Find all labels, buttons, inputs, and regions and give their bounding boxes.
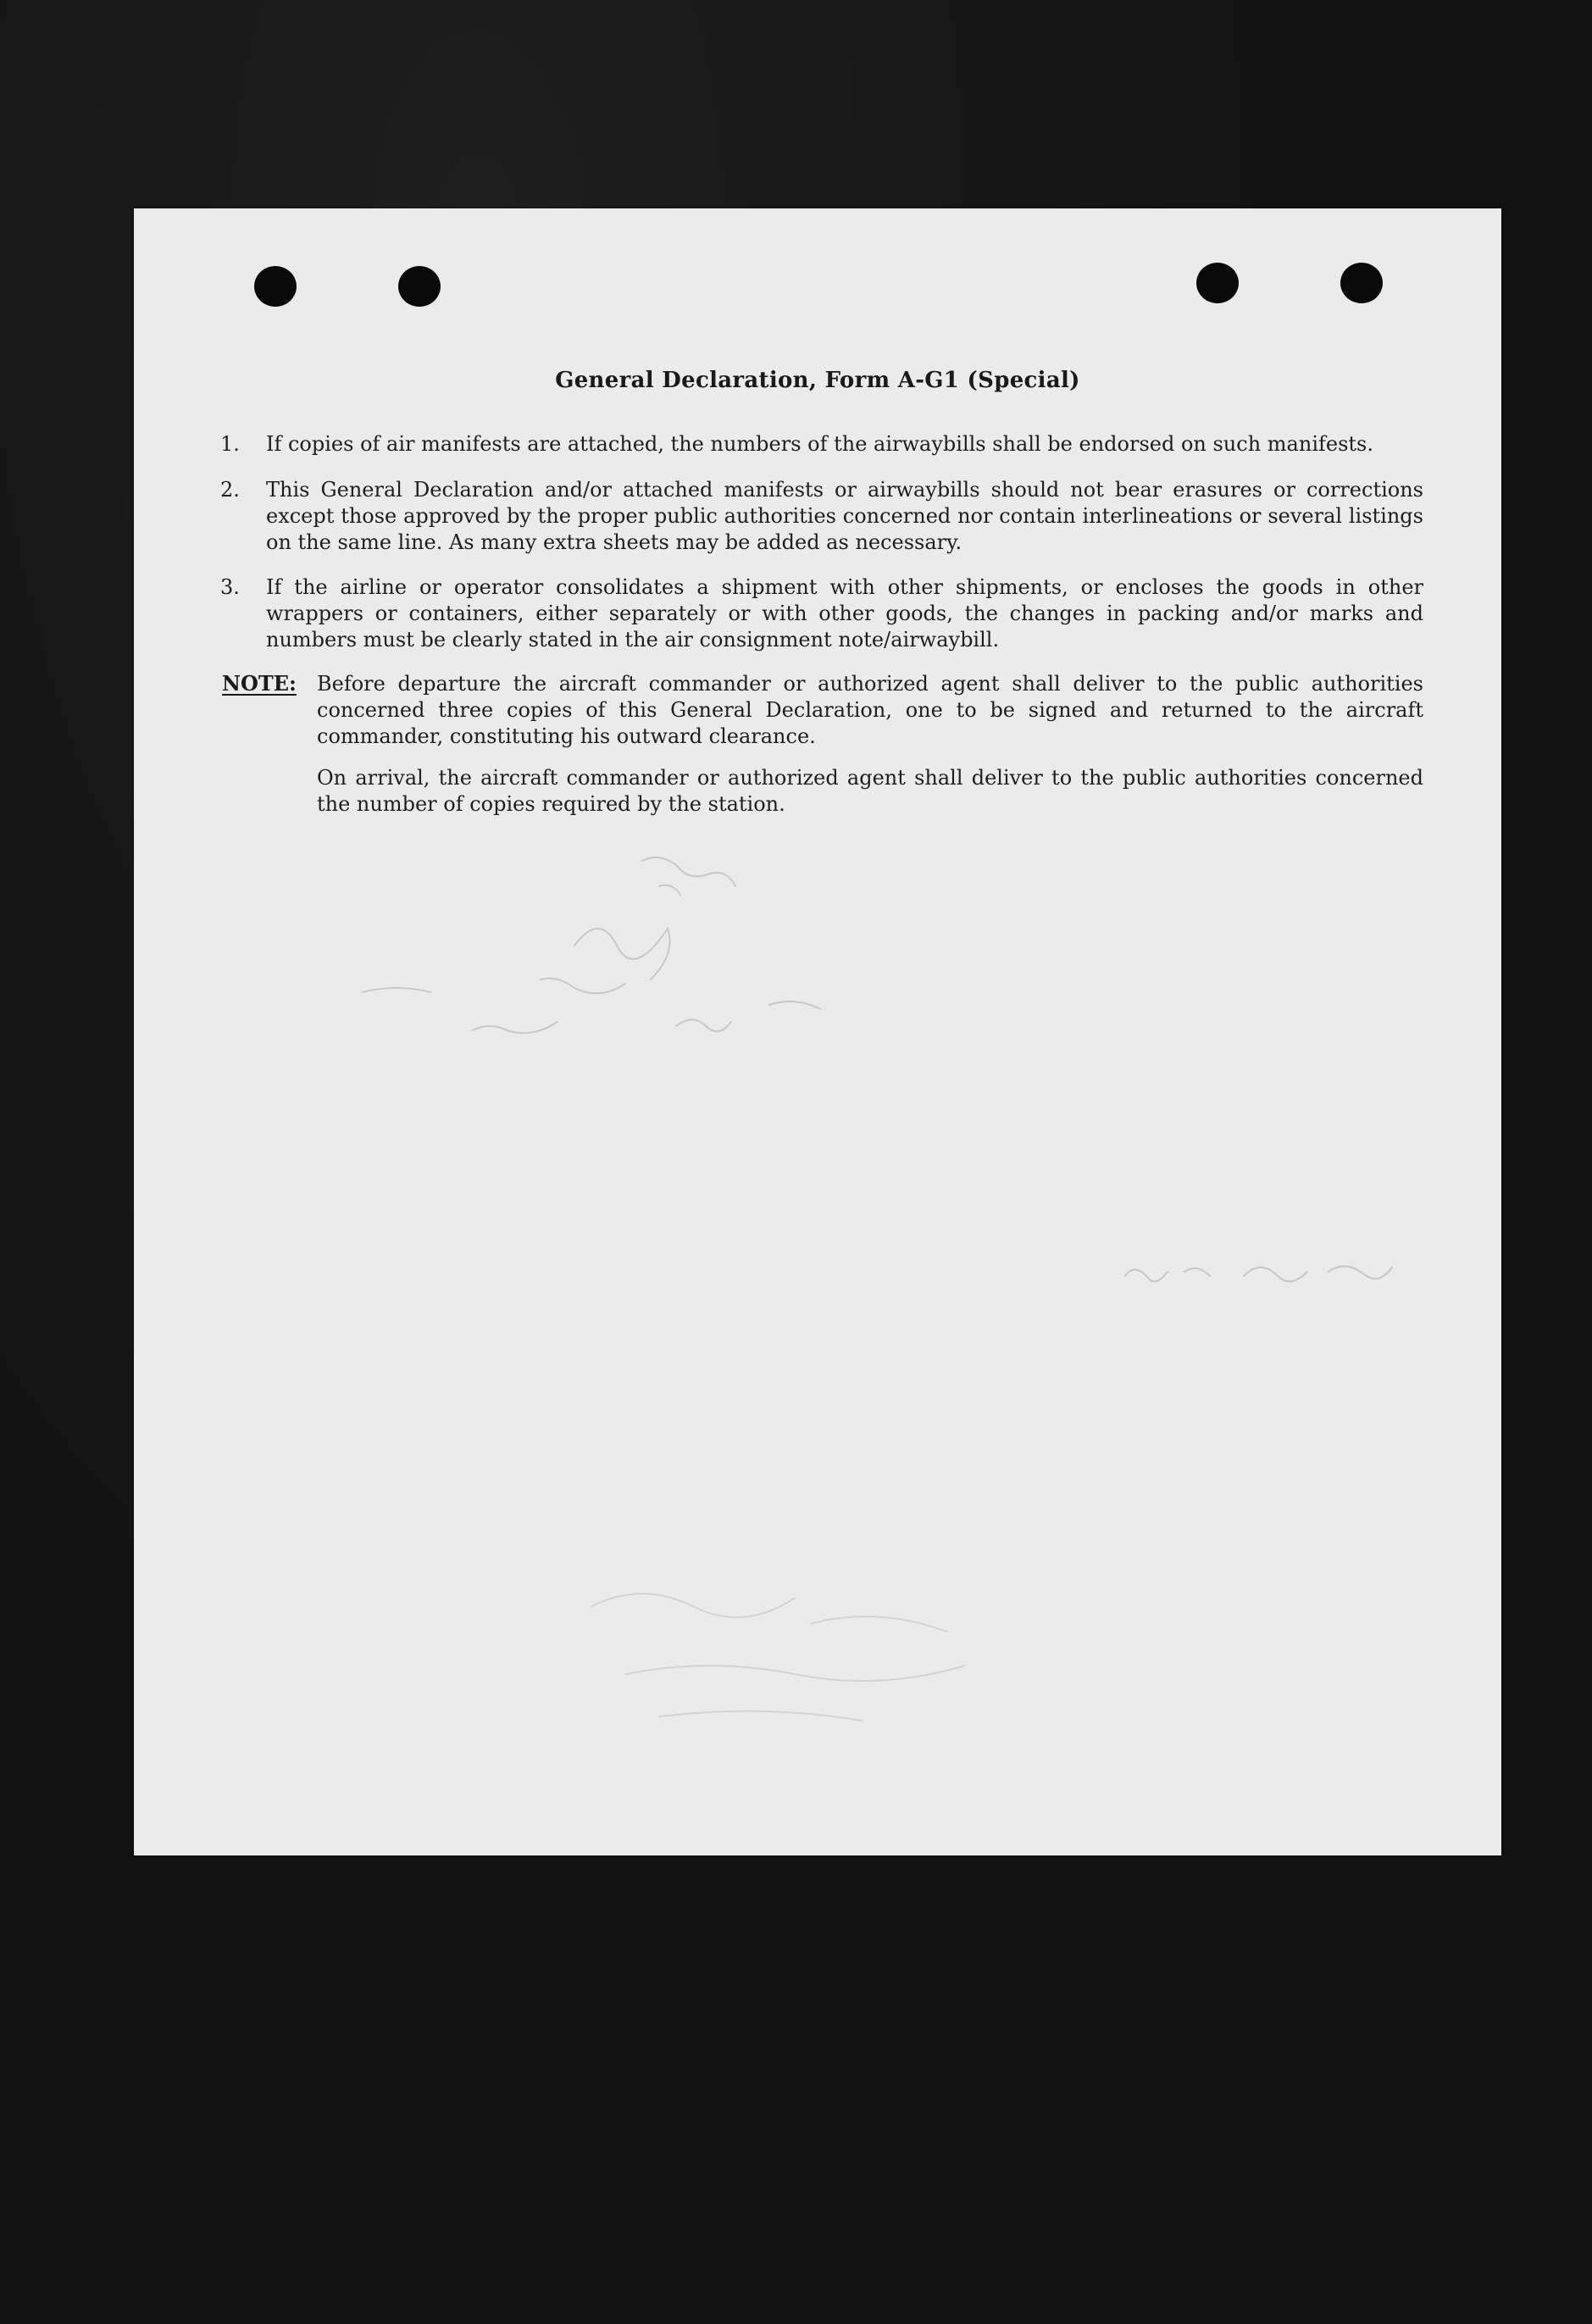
note-paragraph: Before departure the aircraft commander or authorized agent shall deliver to the public authorities concerned three copies of this General Declaration, one to be signed and returned to the aircraft commander, constituting his outward clearance.: [317, 672, 1423, 748]
punch-hole: [398, 266, 441, 307]
document-page: [134, 208, 1501, 1855]
faint-bleedthrough-marks: [1108, 1242, 1447, 1310]
note-paragraph: On arrival, the aircraft commander or authorized agent shall deliver to the public authorities concerned the number of copies required by the station.: [317, 766, 1423, 816]
note-label: NOTE:: [222, 671, 297, 696]
item-number: 2.: [220, 478, 240, 502]
document-title: General Declaration, Form A-G1 (Special): [555, 368, 1080, 393]
item-text: This General Declaration and/or attached manifests or airwaybills should not bear erasures or corrections except those approved by the proper public authorities concerned nor contain interlineations or several listings on the same line. As many extra sheets may be added as necessary.: [266, 478, 1423, 554]
faint-bleedthrough-marks: [557, 1530, 1151, 1750]
faint-bleedthrough-marks: [219, 827, 981, 1081]
punch-hole: [254, 266, 297, 307]
item-number: 3.: [220, 575, 240, 599]
punch-hole: [1340, 263, 1383, 303]
item-text: If copies of air manifests are attached, the numbers of the airwaybills shall be endorsed on such manifests.: [266, 432, 1373, 456]
punch-hole: [1196, 263, 1239, 303]
item-text: If the airline or operator consolidates a shipment with other shipments, or encloses the goods in other wrappers or containers, either separately or with other goods, the changes in packing and/or marks and numbers must be clearly stated in the air consignment note/airwaybill.: [266, 575, 1423, 652]
item-number: 1.: [220, 432, 240, 456]
